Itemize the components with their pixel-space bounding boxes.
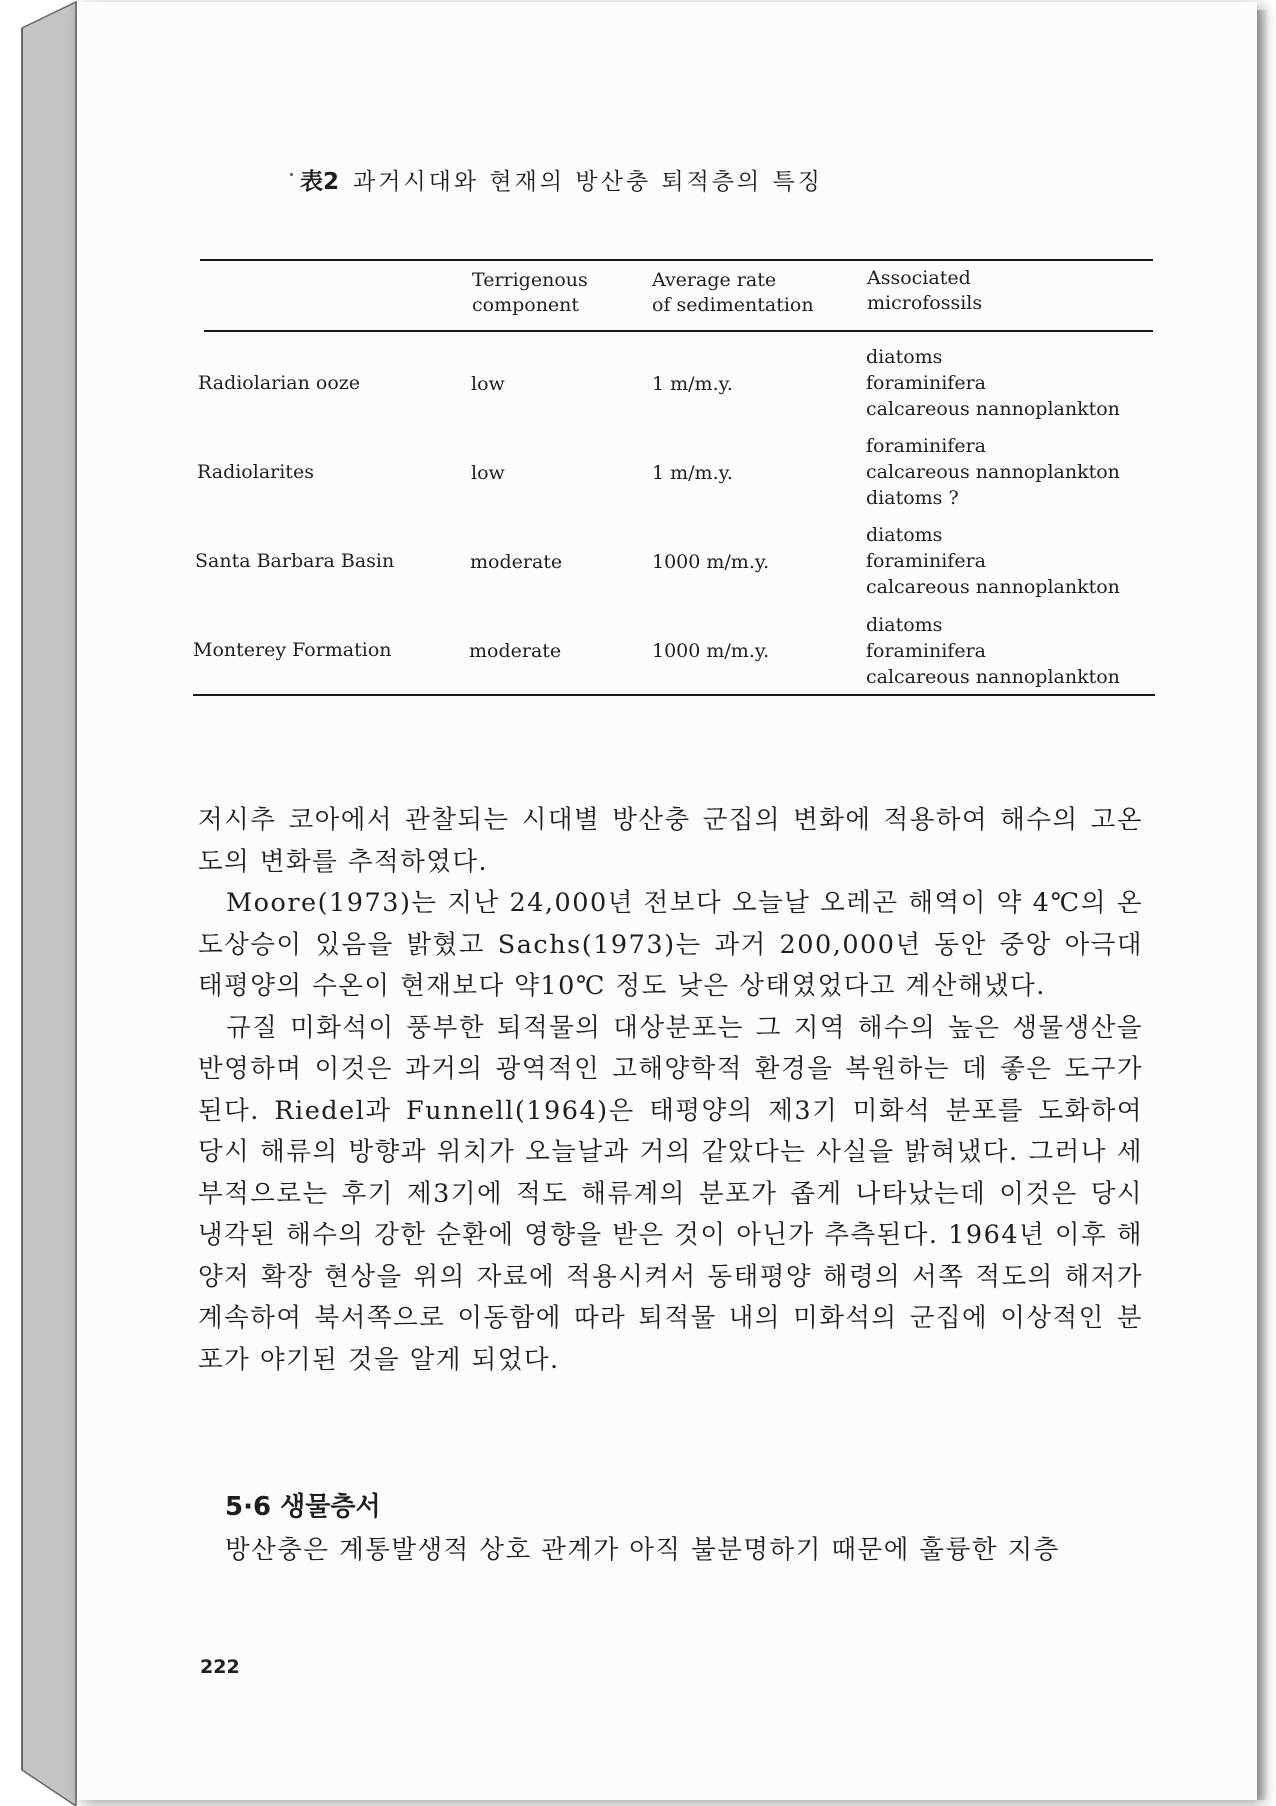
table-row-rate: 1 m/m.y. (652, 373, 733, 395)
table-row-name: Radiolarites (197, 461, 314, 483)
fossil-item: calcareous nannoplankton (866, 576, 1120, 598)
fossil-item: calcareous nannoplankton (866, 461, 1120, 483)
table-top-rule (200, 259, 1153, 261)
header-terrigenous-line1: Terrigenous (472, 269, 588, 291)
book-spine-edge (0, 0, 80, 1806)
fossil-item: diatoms (866, 346, 943, 368)
fossil-item: calcareous nannoplankton (866, 398, 1120, 420)
table-header-rule (204, 330, 1153, 332)
caption-dot (290, 173, 293, 176)
table-row-fossils (866, 612, 1120, 690)
fossil-item: diatoms ? (866, 487, 959, 509)
header-fossils-line1: Associated (867, 267, 971, 289)
table-row-rate: 1 m/m.y. (652, 462, 733, 484)
page-number: 222 (200, 1656, 240, 1678)
table-row-name: Santa Barbara Basin (195, 550, 395, 572)
fossil-item: foraminifera (866, 550, 986, 572)
fossil-item: diatoms (866, 524, 943, 546)
table-row-terrigenous: low (471, 462, 505, 484)
table-row-terrigenous: moderate (469, 640, 562, 662)
body-text (198, 800, 1143, 1381)
table-bottom-rule (193, 694, 1155, 696)
header-rate-line2: of sedimentation (652, 294, 814, 316)
header-rate-line1: Average rate (652, 269, 777, 291)
section-heading: 5·6 생물층서 (225, 1492, 381, 1522)
table-caption-label: 表2 (300, 169, 340, 195)
body-paragraph-2: Moore(1973)는 지난 24,000년 전보다 오늘날 오레곤 해역이 약 4℃의 온도상승이 있음을 밝혔고 Sachs(1973)는 과거 200,000년 동안 중앙 아극대 태평양의 수온이 현재보다 약10℃ 정도 낮은 상태였었다고 계산해냈다. (198, 888, 1143, 1001)
page-edge-shadow (1257, 10, 1269, 1800)
table-row-rate: 1000 m/m.y. (652, 551, 770, 573)
table-caption-title: 과거시대와 현재의 방산충 퇴적층의 특징 (353, 169, 823, 195)
table-row-name: Radiolarian ooze (198, 372, 361, 394)
fossil-item: calcareous nannoplankton (866, 666, 1120, 688)
header-rate (652, 268, 814, 318)
table-row-fossils (866, 344, 1120, 422)
header-terrigenous (472, 268, 588, 318)
body-paragraph-3: 규질 미화석이 풍부한 퇴적물의 대상분포는 그 지역 해수의 높은 생물생산을 반영하며 이것은 과거의 광역적인 고해양학적 환경을 복원하는 데 좋은 도구가 된다. Riedel과 Funnell(1964)은 태평양의 제3기 미화석 분포를 도화하여 당시 해류의 방향과 위치가 오늘날과 거의 같았다는 사실을 밝혀냈다. 그러나 세부적으로는 후기 제3기에 적도 해류계의 분포가 좁게 나타났는데 이것은 당시 냉각된 해수의 강한 순환에 영향을 받은 것이 아닌가 추측된다. 1964년 이후 해양저 확장 현상을 위의 자료에 적용시켜서 동태평양 해령의 서쪽 적도의 해저가 계속하여 북서쪽으로 이동함에 따라 퇴적물 내의 미화석의 군집에 이상적인 분포가 야기된 것을 알게 되었다. (198, 1012, 1143, 1375)
table-row-fossils (866, 522, 1120, 600)
table-row-rate: 1000 m/m.y. (652, 640, 770, 662)
table-row-terrigenous: moderate (470, 551, 563, 573)
table-row-fossils (866, 433, 1120, 511)
header-fossils-line2: microfossils (867, 292, 983, 314)
table-row-terrigenous: low (471, 373, 505, 395)
header-terrigenous-line2: component (472, 294, 580, 316)
header-fossils (867, 266, 982, 316)
fossil-item: foraminifera (866, 435, 986, 457)
table-row-name: Monterey Formation (193, 639, 392, 661)
table-caption (300, 163, 823, 196)
body-paragraph-1: 저시추 코아에서 관찰되는 시대별 방산충 군집의 변화에 적용하여 해수의 고온도의 변화를 추적하였다. (198, 805, 1143, 877)
fossil-item: foraminifera (866, 640, 986, 662)
section-paragraph: 방산충은 계통발생적 상호 관계가 아직 불분명하기 때문에 훌륭한 지층 (225, 1535, 1060, 1565)
fossil-item: diatoms (866, 614, 943, 636)
fossil-item: foraminifera (866, 372, 986, 394)
